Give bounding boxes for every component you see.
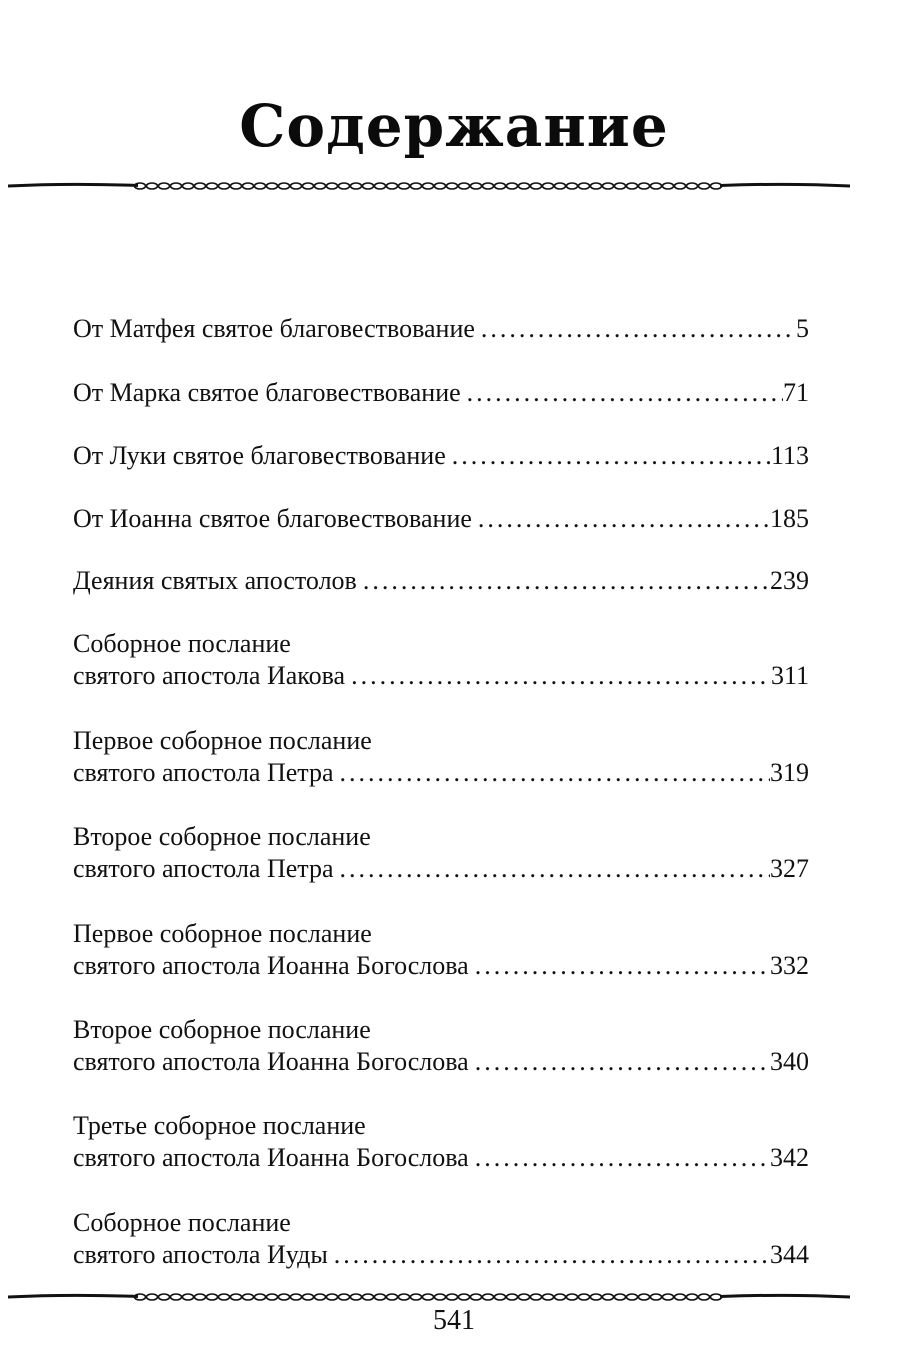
leader-dots	[328, 1239, 770, 1271]
toc-entry-title: святого апостола Иоанна Богослова	[73, 1047, 469, 1076]
toc-entry-title-line1: Второе соборное послание	[73, 822, 371, 851]
toc-entry-jude[interactable]	[73, 1207, 809, 1271]
toc-page-number: 5	[796, 314, 809, 343]
leader-dots	[334, 757, 771, 789]
toc-entry-title: От Марка святое благовествование	[73, 378, 461, 407]
leader-dots	[446, 440, 771, 472]
toc-entry-title: святого апостола Петра	[73, 854, 334, 883]
toc-page-number: 71	[783, 378, 809, 407]
toc-entry-title: святого апостола Иоанна Богослова	[73, 951, 469, 980]
toc-page-number: 319	[770, 758, 809, 787]
toc-entry-title: От Луки святое благовествование	[73, 441, 446, 470]
toc-entry-acts[interactable]	[73, 565, 809, 597]
toc-entry-title: От Матфея святое благовествование	[73, 314, 475, 343]
toc-entry-title-line1: Второе соборное послание	[73, 1015, 371, 1044]
toc-page-number: 342	[770, 1143, 809, 1172]
toc-entry-james[interactable]	[73, 628, 809, 692]
toc-entry-title-line1: Первое соборное послание	[73, 726, 372, 755]
toc-entry-title-line1: Третье соборное послание	[73, 1111, 366, 1140]
toc-page-number: 327	[770, 854, 809, 883]
leader-dots	[357, 565, 770, 597]
leader-dots	[469, 950, 770, 982]
leader-dots	[472, 503, 770, 535]
toc-entry-title: святого апостола Петра	[73, 758, 334, 787]
toc-page-number: 239	[770, 566, 809, 595]
toc-entry-2-john[interactable]	[73, 1014, 809, 1078]
toc-entry-title: святого апостола Иуды	[73, 1240, 328, 1269]
toc-entry-title-line1: Соборное послание	[73, 629, 291, 658]
toc-entry-title-line1: Первое соборное послание	[73, 919, 372, 948]
toc-page-number: 311	[770, 661, 809, 690]
top-ornamental-rule	[8, 178, 850, 194]
toc-page-number: 340	[770, 1047, 809, 1076]
toc-entry-title-line1: Соборное послание	[73, 1208, 291, 1237]
toc-entry-matthew[interactable]	[73, 313, 809, 345]
leader-dots	[469, 1142, 770, 1174]
leader-dots	[469, 1046, 770, 1078]
toc-entry-title: Деяния святых апостолов	[73, 566, 357, 595]
leader-dots	[475, 313, 796, 345]
page-number: 541	[433, 1305, 475, 1336]
toc-entry-title: святого апостола Иакова	[73, 661, 346, 690]
toc-page-number: 344	[770, 1240, 809, 1269]
toc-page-number: 185	[770, 504, 809, 533]
toc-entry-luke[interactable]	[73, 440, 809, 472]
leader-dots	[461, 377, 783, 409]
bottom-ornamental-rule	[8, 1289, 850, 1305]
toc-entry-1-peter[interactable]	[73, 725, 809, 789]
page-title: Содержание	[239, 92, 669, 160]
leader-dots	[345, 660, 771, 692]
toc-entry-1-john[interactable]	[73, 918, 809, 982]
toc-entry-3-john[interactable]	[73, 1110, 809, 1174]
toc-entry-2-peter[interactable]	[73, 821, 809, 885]
toc-page-number: 332	[770, 951, 809, 980]
toc-entry-title: святого апостола Иоанна Богослова	[73, 1143, 469, 1172]
toc-entry-mark[interactable]	[73, 377, 809, 409]
toc-page-number: 113	[770, 441, 809, 470]
leader-dots	[334, 853, 771, 885]
toc-entry-title: От Иоанна святое благовествование	[73, 504, 472, 533]
toc-entry-john[interactable]	[73, 503, 809, 535]
